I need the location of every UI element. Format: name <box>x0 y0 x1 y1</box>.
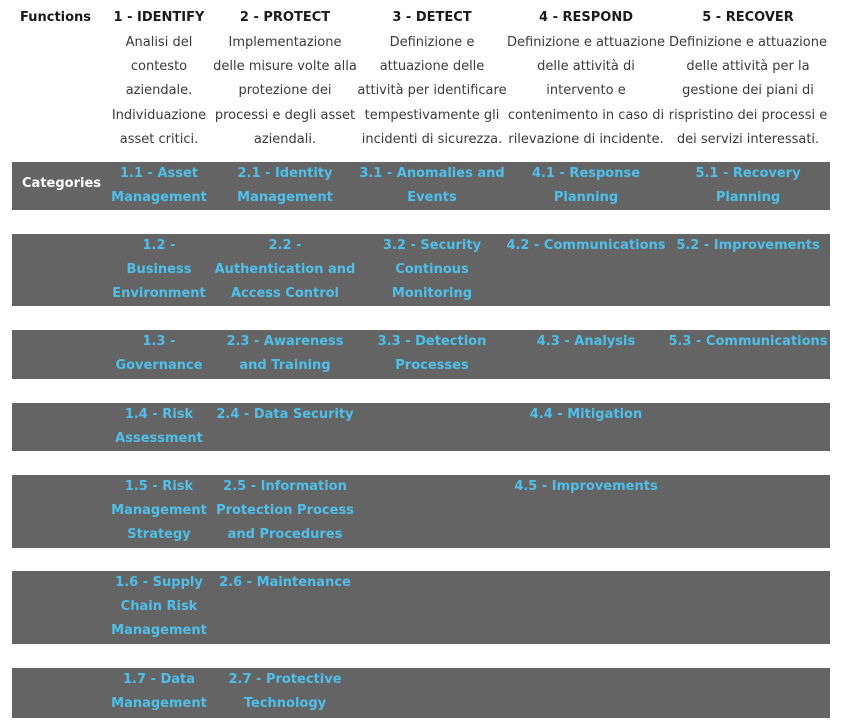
category-1-6-link[interactable]: 1.6 - Supply Chain Risk Management <box>111 575 207 639</box>
function-identify-title: 1 - IDENTIFY <box>113 10 205 25</box>
function-respond-description: Definizione e attuazione delle attività di intervento e contenimento in caso di rilevazione di incidente. <box>507 35 665 147</box>
category-2-4-link[interactable]: 2.4 - Data Security <box>216 407 354 422</box>
category-2-5-link[interactable]: 2.5 - Information Protection Process and Procedures <box>216 479 354 543</box>
category-1-2-link[interactable]: 1.2 - Business Environment <box>112 238 206 302</box>
function-identify-description: Analisi del contesto aziendale. Individuazione asset critici. <box>111 35 207 147</box>
category-4-5-link[interactable]: 4.5 - Improvements <box>514 479 658 494</box>
category-5-2-link[interactable]: 5.2 - Improvements <box>676 238 820 253</box>
function-respond-title: 4 - RESPOND <box>539 10 633 25</box>
category-2-2-link[interactable]: 2.2 - Authentication and Access Control <box>214 238 356 302</box>
category-2-1-link[interactable]: 2.1 - Identity Management <box>237 166 333 206</box>
category-5-1-link[interactable]: 5.1 - Recovery Planning <box>695 166 801 206</box>
category-4-3-link[interactable]: 4.3 - Analysis <box>536 334 636 349</box>
category-3-2-link[interactable]: 3.2 - Security Continous Monitoring <box>382 238 482 302</box>
category-2-7-link[interactable]: 2.7 - Protective Technology <box>228 672 342 712</box>
function-detect-description: Definizione e attuazione delle attività per identificare tempestivamente gli incidenti di sicurezza. <box>357 35 507 147</box>
category-3-3-link[interactable]: 3.3 - Detection Processes <box>377 334 487 374</box>
category-3-1-link[interactable]: 3.1 - Anomalies and Events <box>359 166 505 206</box>
category-4-1-link[interactable]: 4.1 - Response Planning <box>531 166 641 206</box>
category-2-6-link[interactable]: 2.6 - Maintenance <box>219 575 351 590</box>
category-4-2-link[interactable]: 4.2 - Communications <box>506 238 666 253</box>
category-1-4-link[interactable]: 1.4 - Risk Assessment <box>115 407 203 447</box>
function-detect-title: 3 - DETECT <box>392 10 472 25</box>
function-recover-title: 5 - RECOVER <box>702 10 794 25</box>
category-1-7-link[interactable]: 1.7 - Data Management <box>111 672 207 712</box>
function-protect-title: 2 - PROTECT <box>239 10 331 25</box>
category-1-5-link[interactable]: 1.5 - Risk Management Strategy <box>111 479 207 543</box>
categories-label: Categories <box>22 176 102 191</box>
function-protect-description: Implementazione delle misure volte alla protezione dei processi e degli asset aziendali. <box>213 35 357 147</box>
category-1-1-link[interactable]: 1.1 - Asset Management <box>111 166 207 206</box>
category-1-3-link[interactable]: 1.3 - Governance <box>115 334 203 374</box>
functions-label: Functions <box>20 10 92 25</box>
function-recover-description: Definizione e attuazione delle attività per la gestione dei piani di rispristino dei processi e dei servizi interessati. <box>668 35 828 147</box>
category-5-3-link[interactable]: 5.3 - Communications <box>668 334 828 349</box>
category-4-4-link[interactable]: 4.4 - Mitigation <box>529 407 643 422</box>
category-2-3-link[interactable]: 2.3 - Awareness and Training <box>226 334 344 374</box>
